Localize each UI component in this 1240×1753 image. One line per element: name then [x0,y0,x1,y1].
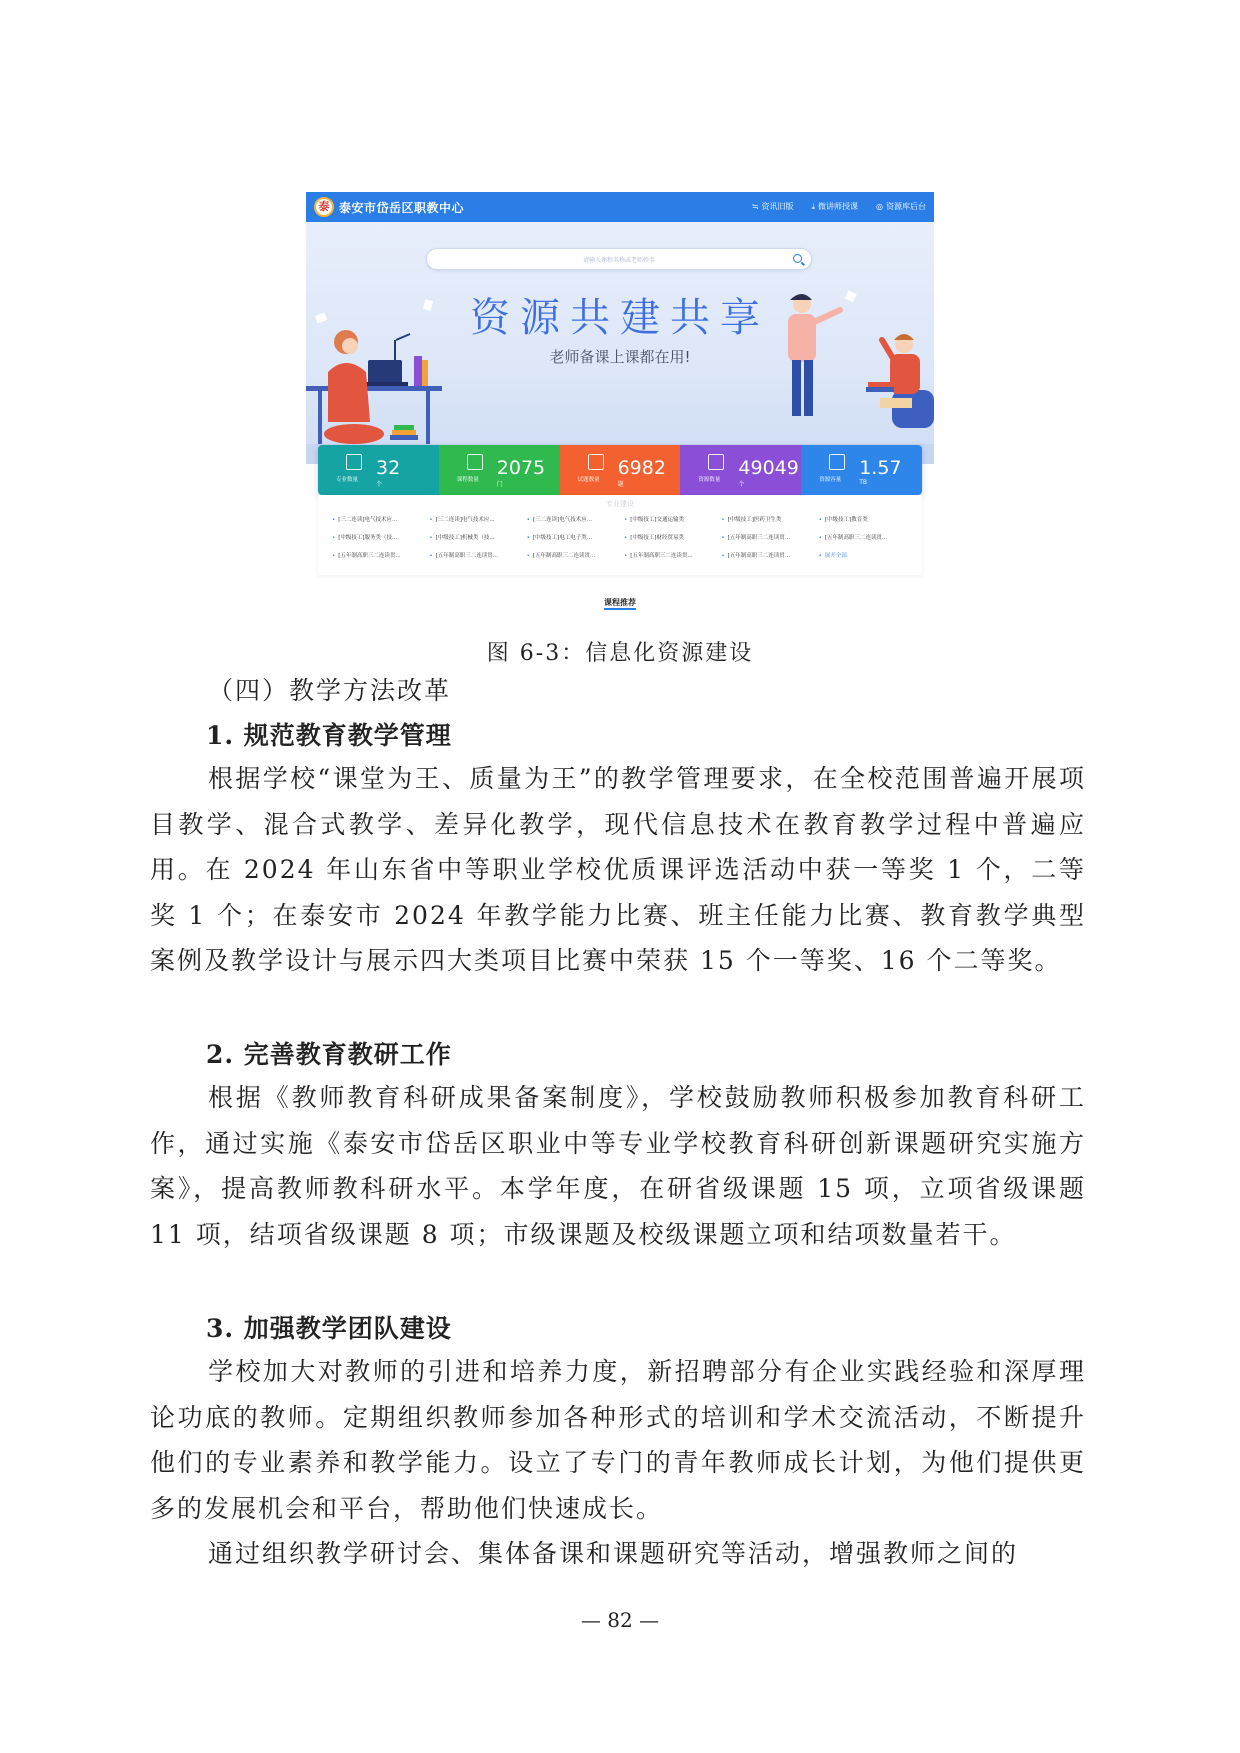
nav-link-admin[interactable]: ◎ 资源库后台 [876,202,926,211]
specialty-link-list [332,515,912,559]
specialty-link[interactable]: • [五年制高职三二连读贯... [721,533,814,541]
specialty-link[interactable]: • [三二连读]电气技术应... [332,515,425,523]
specialty-link[interactable]: • [五年制高职三二连读贯... [624,551,717,559]
figure-caption: 图 6-3：信息化资源建设 [486,641,754,666]
archive-icon [708,454,724,470]
stat-questions[interactable]: 试题数量 6982 题 [560,445,681,495]
specialty-link[interactable]: • [五年制高职三二连读贯... [527,551,620,559]
site-navbar [306,192,934,222]
section-heading: （四）教学方法改革 [208,676,452,705]
subsection-heading-1: 1. 规范教育教学管理 [206,721,452,750]
list-icon: ≒ [751,202,759,211]
hero-title: 资源共建共享 [470,295,770,341]
specialty-link[interactable]: • [中级技工]财经贸易类 [624,533,717,541]
specialty-link[interactable]: • [中级技工]服务类（技... [332,533,425,541]
subsection-heading-3: 3. 加强教学团队建设 [206,1314,452,1343]
subsection-heading-2: 2. 完善教育教研工作 [206,1040,452,1069]
search-input[interactable] [426,248,812,270]
download-icon: ⤓ [811,202,816,211]
stats-bar [318,445,922,495]
specialty-link[interactable]: • [中级技工]医药卫生类 [721,515,814,523]
specialty-link[interactable]: • [中级技工]教育类 [819,515,912,523]
course-icon [467,454,483,470]
paragraph-3: 学校加大对教师的引进和培养力度，新招聘部分有企业实践经验和深厚理论功底的教师。定期组织教师参加各种形式的培训和学术交流活动，不断提升他们的专业素养和教学能力。设立了专门的青年教师成长计划，为他们提供更多的发展机会和平台，帮助他们快速成长。 [150,1357,1086,1523]
resource-platform-screenshot [306,192,934,622]
cloud-storage-icon [829,454,845,470]
specialty-link[interactable]: • [三二连读]电气技术应... [429,515,522,523]
panel-title: 专业建设 [606,500,634,508]
nav-link-micro-lecture[interactable]: ⤓ 微讲师授课 [811,202,859,211]
expand-all-link[interactable]: • 展开全部 [819,551,912,559]
hero-banner [306,222,934,464]
document-icon [588,454,604,470]
admin-icon: ◎ [876,202,883,211]
stat-specialties[interactable]: 专业数量 32 个 [318,445,439,495]
search-placeholder: 请输入课程名称或老师姓名 [582,257,655,264]
page-number: — 82 — [580,1608,660,1632]
specialty-link[interactable]: • [中级技工]机械类（技... [429,533,522,541]
course-recommend-tab[interactable]: 课程推荐 [306,597,934,608]
paragraph-4: 通过组织教学研讨会、集体备课和课题研究等活动，增强教师之间的 [208,1539,1019,1568]
specialty-link[interactable]: • [五年制高职三二连读贯... [721,551,814,559]
paragraph-2: 根据《教师教育科研成果备案制度》，学校鼓励教师积极参加教育科研工作，通过实施《泰安市岱岳区职业中等专业学校教育科研创新课题研究实施方案》，提高教师教科研水平。本学年度，在研省级课题 15 项，立项省级课题 11 项，结项省级课题 8 项；市级课题及校级课题立项和结项数量若干。 [150,1083,1086,1249]
specialty-link[interactable]: • [五年制高职三二连读贯... [429,551,522,559]
specialty-panel [318,495,922,575]
stat-capacity[interactable]: 资源容量 1.57 TB [801,445,922,495]
paragraph-1: 根据学校“课堂为王、质量为王”的教学管理要求，在全校范围普遍开展项目教学、混合式教学、差异化教学，现代信息技术在教育教学过程中普遍应用。在 2024 年山东省中等职业学校优质课评选活动中获一等奖 1 个，二等奖 1 个；在泰安市 2024 年教学能力比赛、班主任能力比赛、教育教学典型案例及教学设计与展示四大类项目比赛中荣获 15 个一等奖、16 个二等奖。 [150,764,1086,975]
books-icon [346,454,362,470]
stat-courses[interactable]: 课程数量 2075 门 [439,445,560,495]
site-title[interactable]: 泰安市岱岳区职教中心 [339,201,465,215]
search-icon[interactable] [793,254,802,263]
specialty-link[interactable]: • [中级技工]电工电子类... [527,533,620,541]
school-logo: 泰 [314,197,334,217]
hero-subtitle: 老师备课上课都在用! [549,348,691,366]
specialty-link[interactable]: • [三二连读]电气技术应... [527,515,620,523]
stat-resources[interactable]: 资源数量 49049 个 [680,445,801,495]
specialty-link[interactable]: • [五年制高职三二连读贯... [332,551,425,559]
specialty-link[interactable]: • [中级技工]交通运输类 [624,515,717,523]
nav-link-old-version[interactable]: ≒ 资讯旧版 [751,202,794,211]
specialty-link[interactable]: • [五年制高职三二连读贯... [819,533,912,541]
